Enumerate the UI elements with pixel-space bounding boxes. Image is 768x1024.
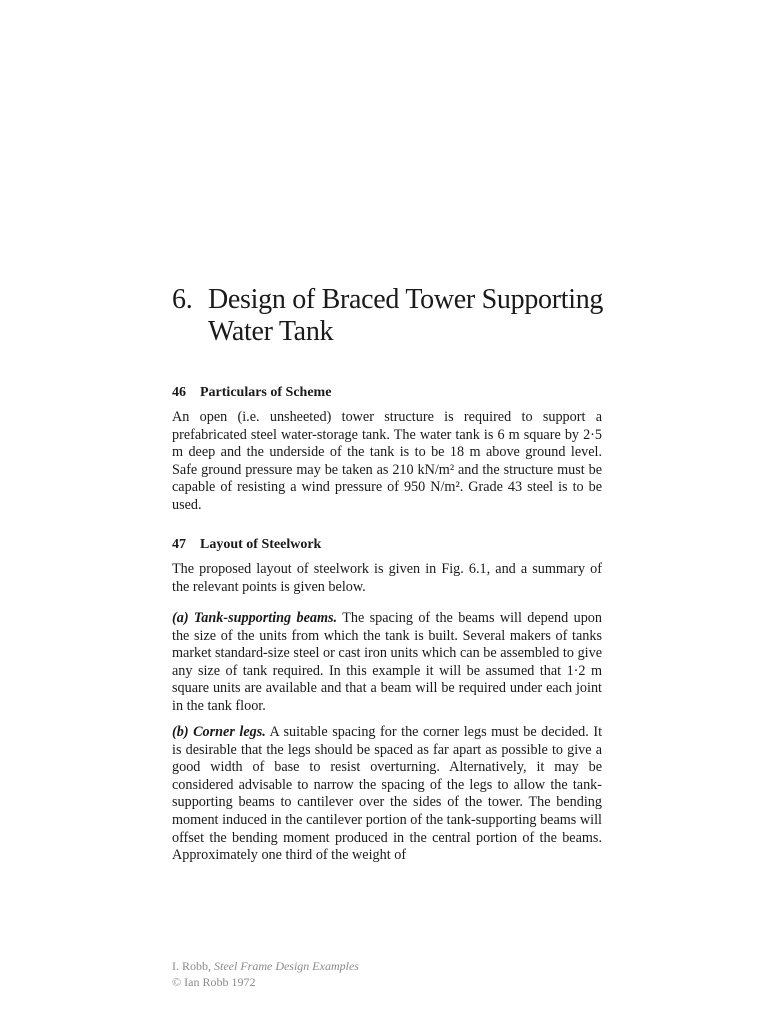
- footer-author: I. Robb,: [172, 959, 211, 973]
- paragraph-tank-supporting-beams: [172, 610, 602, 716]
- section-title: Layout of Steelwork: [200, 537, 322, 552]
- run-in-heading: (b) Corner legs.: [172, 724, 266, 740]
- section-heading-46: [172, 384, 331, 402]
- paragraph-layout-intro: The proposed layout of steelwork is given in Fig. 6.1, and a summary of the relevant points is given below.: [172, 561, 602, 595]
- footer-copyright: © Ian Robb 1972: [172, 975, 256, 989]
- paragraph-particulars: An open (i.e. unsheeted) tower structure is required to support a prefabricated steel water-storage tank. The water tank is 6 m square by 2·5 m deep and the underside of the tank is to be 18 m above ground level. Safe ground pressure may be taken as 210 kN/m² and the structure must be capable of resisting a wind pressure of 950 N/m². Grade 43 steel is to be used.: [172, 409, 602, 513]
- chapter-number: 6.: [172, 284, 193, 315]
- run-in-heading: (a) Tank-supporting beams.: [172, 610, 338, 626]
- paragraph-body: A suitable spacing for the corner legs must be decided. It is desirable that the legs should be spaced as far apart as possible to give a good width of base to resist overturning. Alternatively, it may be considered advisable to narrow the spacing of the legs to allow the tank-supporting beams to cantilever over the sides of the tower. The bending moment induced in the cantilever portion of the tank-supporting beams will offset the bending moment produced in the central portion of the beams. Approximately one third of the weight of: [172, 724, 603, 864]
- paragraph-corner-legs: [172, 724, 602, 865]
- chapter-title-line2: Water Tank: [208, 316, 334, 347]
- section-number: 46: [172, 385, 186, 400]
- section-heading-47: [172, 536, 321, 554]
- citation-line: [172, 958, 359, 974]
- paragraph-body: The spacing of the beams will depend upon the size of the units from which the tank is built. Several makers of tanks market standard-size steel or cast iron units which can be assembled to give any size of tank required. In this example it will be assumed that 1·2 m square units are available and that a beam will be required under each joint in the tank floor.: [172, 610, 602, 714]
- section-number: 47: [172, 537, 186, 552]
- chapter-title-line1: Design of Braced Tower Supporting: [208, 284, 604, 315]
- page-footer: [172, 958, 359, 990]
- chapter-title: [172, 284, 632, 348]
- footer-book-title: Steel Frame Design Examples: [214, 959, 359, 973]
- section-title: Particulars of Scheme: [200, 385, 332, 400]
